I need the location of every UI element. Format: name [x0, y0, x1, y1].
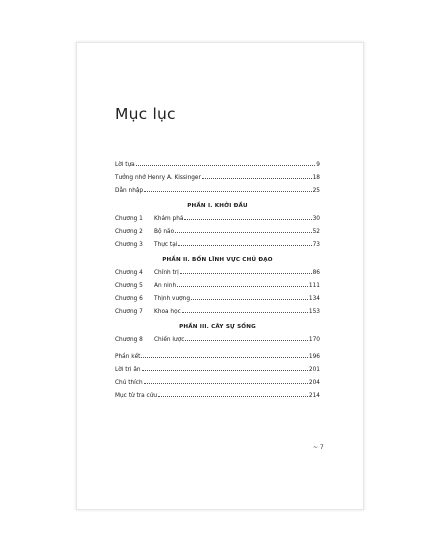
- toc-entry-loi-tua[interactable]: [115, 162, 320, 169]
- toc-entry-label: Lời tri ân: [115, 367, 141, 374]
- table-of-contents: [115, 162, 320, 406]
- chapter-number: Chương 5: [115, 283, 143, 290]
- chapter-page: 170: [308, 337, 320, 344]
- dot-leader: [180, 273, 312, 274]
- chapter-title: Thịnh vượng: [154, 296, 191, 303]
- chapter-page: 52: [312, 229, 320, 236]
- toc-entry-tuong-nho[interactable]: [115, 175, 320, 182]
- dot-leader: [177, 286, 308, 287]
- chapter-title: Khám phá: [154, 216, 184, 223]
- chapter-number: Chương 3: [115, 242, 143, 249]
- dot-leader: [142, 370, 308, 371]
- dot-leader: [191, 299, 308, 300]
- dot-leader: [158, 396, 308, 397]
- toc-chapter-4[interactable]: [115, 270, 320, 277]
- toc-entry-label: Chú thích: [115, 380, 143, 387]
- toc-entry-label: Mục từ tra cứu: [115, 393, 158, 400]
- chapter-title: Bộ não: [154, 229, 175, 236]
- toc-entry-label: Dẫn nhập: [115, 187, 144, 194]
- chapter-page: 73: [312, 242, 320, 249]
- toc-entry-dan-nhap[interactable]: [115, 188, 320, 195]
- toc-chapter-2[interactable]: [115, 229, 320, 236]
- dot-leader: [184, 219, 311, 220]
- toc-entry-label: Lời tựa: [115, 162, 135, 168]
- chapter-number: Chương 2: [115, 229, 143, 236]
- toc-chapter-6[interactable]: [115, 296, 320, 303]
- toc-entry-label: Tưởng nhớ Henry A. Kissinger: [115, 174, 201, 181]
- dot-leader: [202, 178, 312, 179]
- part-heading-3: PHẦN III. CÂY SỰ SỐNG: [179, 323, 256, 330]
- toc-entry-page: 214: [308, 393, 320, 400]
- toc-chapter-8[interactable]: [115, 337, 320, 344]
- chapter-page: 134: [308, 296, 320, 303]
- toc-entry-page: 204: [308, 380, 320, 387]
- chapter-number: Chương 6: [115, 296, 143, 303]
- dot-leader: [141, 357, 307, 358]
- toc-entry-page: 9: [316, 162, 320, 168]
- toc-entry-chu-thich[interactable]: [115, 380, 320, 387]
- toc-entry-label: Phần kết: [115, 354, 141, 361]
- chapter-page: 153: [308, 309, 320, 316]
- dot-leader: [136, 165, 316, 166]
- chapter-page: 30: [312, 216, 320, 223]
- toc-entry-page: 25: [312, 187, 320, 194]
- chapter-title: Thực tại: [154, 242, 178, 249]
- chapter-title: Khoa học: [154, 309, 181, 316]
- toc-entry-page: 196: [308, 354, 320, 361]
- toc-entry-muc-tu-tra-cuu[interactable]: [115, 393, 320, 400]
- part-heading-1: PHẦN I. KHỞI ĐẦU: [187, 202, 248, 209]
- toc-chapter-5[interactable]: [115, 283, 320, 290]
- dot-leader: [182, 312, 308, 313]
- dot-leader: [185, 340, 307, 341]
- toc-entry-phan-ket[interactable]: [115, 354, 320, 361]
- chapter-title: An ninh: [154, 283, 177, 290]
- chapter-number: Chương 8: [115, 337, 143, 344]
- dot-leader: [144, 191, 311, 192]
- chapter-number: Chương 7: [115, 309, 143, 316]
- chapter-title: Chính trị: [154, 270, 179, 277]
- chapter-number: Chương 1: [115, 216, 143, 223]
- toc-entry-loi-tri-an[interactable]: [115, 367, 320, 374]
- chapter-page: 111: [308, 283, 320, 290]
- dot-leader: [144, 383, 308, 384]
- page-number: ~ 7: [313, 444, 324, 451]
- chapter-title: Chiến lược: [154, 337, 185, 344]
- toc-chapter-3[interactable]: [115, 242, 320, 249]
- toc-chapter-7[interactable]: [115, 309, 320, 316]
- chapter-page: 86: [312, 270, 320, 277]
- toc-entry-page: 18: [312, 174, 320, 181]
- chapter-number: Chương 4: [115, 270, 143, 277]
- toc-chapter-1[interactable]: [115, 216, 320, 223]
- dot-leader: [175, 232, 311, 233]
- dot-leader: [178, 245, 311, 246]
- toc-entry-page: 201: [308, 367, 320, 374]
- book-page: [76, 42, 364, 510]
- part-heading-2: PHẦN II. BỐN LĨNH VỰC CHỦ ĐẠO: [162, 256, 273, 263]
- page-title: Mục lục: [115, 105, 176, 123]
